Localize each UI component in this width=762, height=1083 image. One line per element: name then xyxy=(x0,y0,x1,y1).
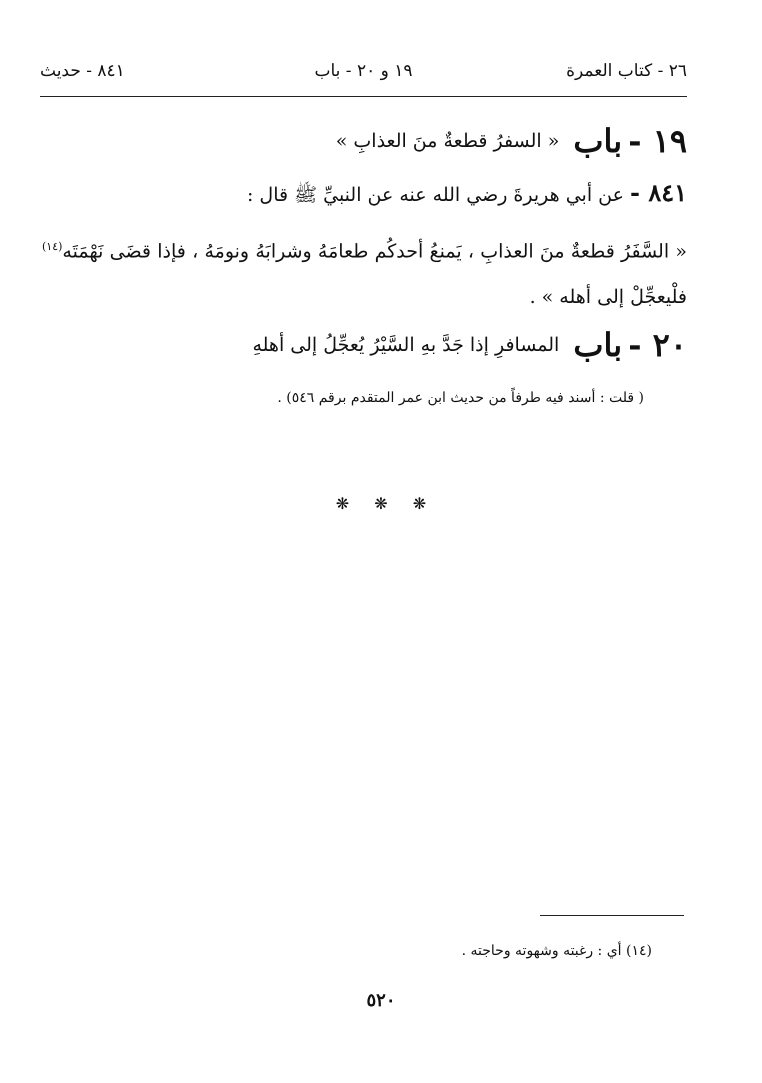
page-number: ٥٢٠ xyxy=(366,990,396,1011)
footnote-14: (١٤) أي : رغبته وشهوته وحاجته . xyxy=(461,943,652,959)
chapter-20-heading xyxy=(42,324,687,365)
running-head xyxy=(40,56,687,86)
chapter-20-title: المسافرِ إذا جَدَّ بهِ السَّيْرُ يُعجِّلُ إلى أهلهِ xyxy=(252,334,560,356)
chapter-19-heading xyxy=(42,120,687,161)
editor-note: ( قلت : أسند فيه طرفاً من حديث ابن عمر المتقدم برقم ٥٤٦) . xyxy=(277,390,644,406)
hadith-841-text-part2: فلْيعجِّلْ إلى أهله » . xyxy=(529,286,687,309)
header-rule xyxy=(40,96,687,97)
running-head-book: ٢٦ - كتاب العمرة xyxy=(566,61,687,81)
hadith-841-number: ٨٤١ - xyxy=(630,178,687,207)
section-separator: ❋ ❋ ❋ xyxy=(335,494,427,513)
chapter-20-label: باب xyxy=(573,326,623,364)
footnote-rule xyxy=(540,915,684,916)
hadith-841-text xyxy=(42,224,687,320)
chapter-19-number: ١٩ - xyxy=(628,122,687,160)
footnote-ref-14: (١٤) xyxy=(42,240,63,253)
running-head-hadith: ٨٤١ - حديث xyxy=(40,61,125,81)
chapter-19-title: « السفرُ قطعةٌ منَ العذابِ » xyxy=(335,130,560,152)
chapter-19-label: باب xyxy=(573,122,623,160)
hadith-841-isnad: عن أبي هريرةَ رضي الله عنه عن النبيِّ ﷺ قال : xyxy=(246,184,624,206)
chapter-20-number: ٢٠ - xyxy=(628,326,687,364)
hadith-841-intro xyxy=(42,176,687,212)
hadith-841-text-part1: « السَّفَرُ قطعةٌ منَ العذابِ ، يَمنعُ أحدكُم طعامَهُ وشرابَهُ ونومَهُ ، فإذا قضَى نَهْمَتَه xyxy=(62,240,687,263)
running-head-chapters: ١٩ و ٢٠ - باب xyxy=(314,61,413,81)
